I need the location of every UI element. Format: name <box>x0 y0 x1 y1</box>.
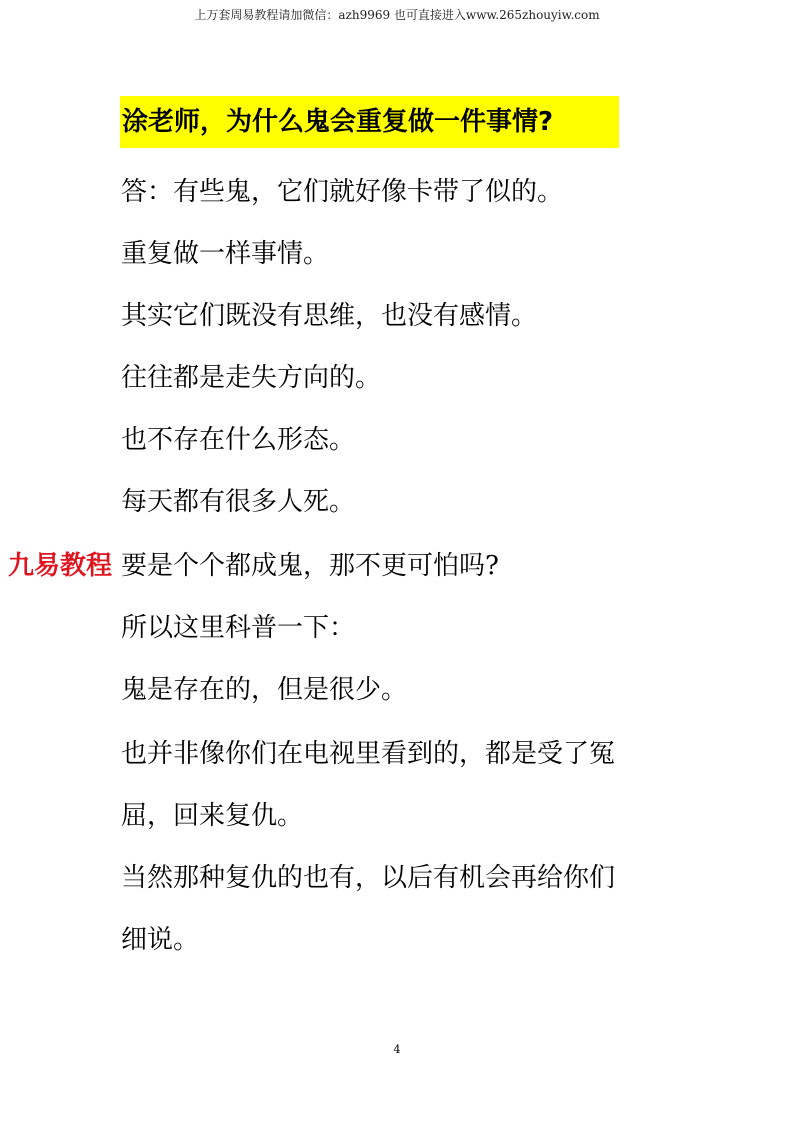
body-line: 也并非像你们在电视里看到的，都是受了冤 <box>121 739 616 769</box>
body-line: 其实它们既没有思维，也没有感情。 <box>121 301 538 331</box>
body-line: 屈，回来复仇。 <box>121 801 304 831</box>
page-header-banner: 上万套周易教程请加微信：azh9969 也可直接进入www.265zhouyiw.com <box>194 8 600 22</box>
body-line: 往往都是走失方向的。 <box>121 363 382 393</box>
body-line: 答：有些鬼，它们就好像卡带了似的。 <box>121 177 564 207</box>
body-line: 细说。 <box>121 925 200 955</box>
body-line: 当然那种复仇的也有，以后有机会再给你们 <box>121 863 616 893</box>
page-number: 4 <box>393 1043 401 1056</box>
body-line: 重复做一样事情。 <box>121 239 330 269</box>
article-title-highlighted: 涂老师，为什么鬼会重复做一件事情? <box>120 96 619 148</box>
body-line: 鬼是存在的，但是很少。 <box>121 675 408 705</box>
body-line: 要是个个都成鬼，那不更可怕吗? <box>121 551 499 581</box>
body-line: 每天都有很多人死。 <box>121 487 356 517</box>
watermark-stamp: 九易教程 <box>6 544 116 588</box>
body-line: 所以这里科普一下： <box>121 613 356 643</box>
body-line: 也不存在什么形态。 <box>121 425 356 455</box>
